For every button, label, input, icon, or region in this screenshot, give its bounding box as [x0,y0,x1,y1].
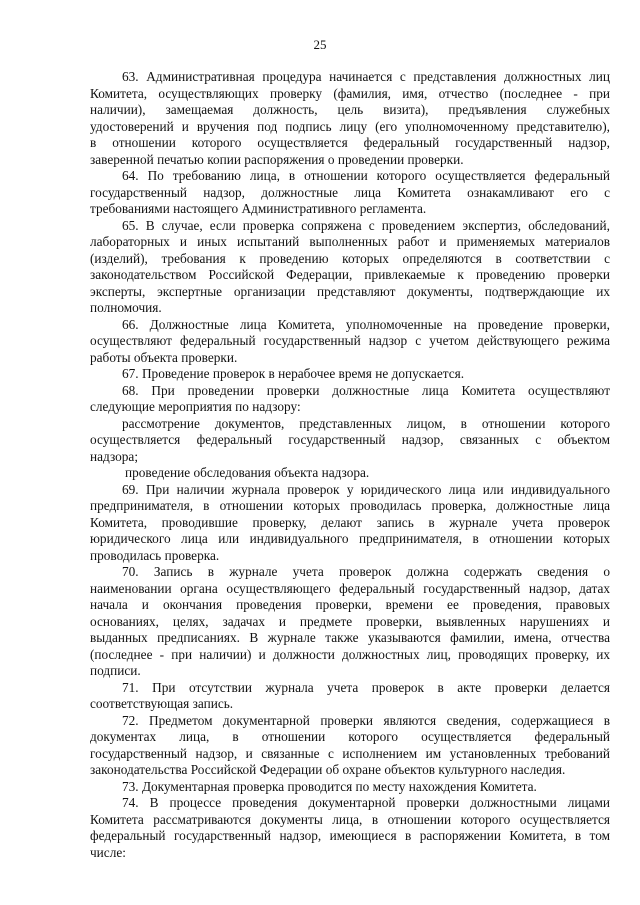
text-line: осуществляется федеральный государственный надзор, связанных с объектом [90,432,610,447]
text-line: (изделий), требования к проведению которых определяются в соответствии с [90,250,610,266]
text-line: 70. Запись в журнале учета проверок должна содержать сведения о [122,564,610,579]
text-line: 63. Административная процедура начинается с представления должностных лиц [122,69,610,84]
text-line: числе: [90,844,126,860]
page-number: 25 [313,37,327,52]
text-line: наименовании органа осуществляющего федеральный государственный надзор, датах [90,580,610,596]
text-line: проведение обследования объекта надзора. [125,465,370,480]
text-line: 74. В процессе проведения документарной проверки должностными лицами [122,795,610,810]
text-line: 68. При проведении проверки должностные лица Комитета осуществляют [122,382,610,398]
text-line: удостоверений и вручения под подпись лицу (его уполномоченному представителю), [90,118,610,134]
text-line: 69. При наличии журнала проверок у юридического лица или индивидуального [122,481,610,497]
text-line: 71. При отсутствии журнала учета проверок в акте проверки делается [122,679,610,695]
text-line: подписи. [90,663,141,678]
text-line: Комитета, проводившие проверку, делают запись в журнале учета проверок [90,514,610,530]
text-line: предпринимателя, в отношении которых проводилась проверка, должностные лица [90,498,610,513]
text-line: заверенной печатью копии распоряжения о проведении проверки. [90,151,464,167]
text-line: полномочия. [90,300,162,315]
text-line: законодательства Российской Федерации об охране объектов культурного наследия. [90,762,566,777]
text-line: требованиями настоящего Административного регламента. [90,201,427,216]
text-line: Комитета рассматриваются документы лица, в отношении которого осуществляется [90,811,610,827]
text-line: 65. В случае, если проверка сопряжена с проведением экспертиз, обследований, [122,217,610,233]
text-line: Комитета, осуществляющих проверку (фамилия, имя, отчество (последнее - при [90,85,610,101]
text-line: 64. По требованию лица, в отношении которого осуществляется федеральный [122,168,610,183]
text-line: рассмотрение документов, представленных лицом, в отношении которого [122,415,610,431]
text-line: 66. Должностные лица Комитета, уполномоченные на проведение проверки, [122,316,610,332]
text-line: в отношении которого осуществляется федеральный государственный надзор, [90,135,610,150]
text-line: государственный надзор, и связанные с исполнением им установленных требований [90,745,610,761]
text-line: осуществляют федеральный государственный надзор с учетом действующего режима [90,333,610,348]
text-line: выданных предписаниях. В журнале также указываются фамилии, имена, отчества [90,630,610,645]
text-line: надзора; [90,448,139,464]
text-line: соответствующая запись. [90,696,234,711]
text-line: документах лица, в отношении которого осуществляется федеральный [90,729,610,744]
text-line: проводилась проверка. [90,547,220,563]
text-line: законодательством Российской Федерации, привлекаемые к проведению проверки [90,267,610,282]
text-line: работы объекта проверки. [90,349,238,365]
text-line: 73. Документарная проверка проводится по месту нахождения Комитета. [122,778,537,794]
text-line: эксперты, экспертные организации представляют документы, подтверждающие их [90,283,610,299]
text-line: наличии), замещаемая должность, цель визита), предъявления служебных [90,102,610,117]
text-line: юридического лица или индивидуального предпринимателя, в отношении которых [90,531,610,546]
text-line: начала и окончания проведения проверки, времени ее проведения, правовых [90,597,610,612]
text-line: лабораторных и иных испытаний выполненных работ и применяемых материалов [90,234,610,249]
text-line: основаниях, целях, задачах и предмете проверки, выявленных нарушениях и [90,613,610,629]
text-line: государственный надзор, должностные лица Комитета ознакамливают его с [90,184,610,200]
text-line: следующие мероприятия по надзору: [90,399,301,414]
text-line: 67. Проведение проверок в нерабочее время не допускается. [122,366,465,381]
text-line: (последнее - при наличии) и должности должностных лиц, проводящих проверку, их [90,646,610,662]
text-line: 72. Предметом документарной проверки являются сведения, содержащиеся в [122,712,610,728]
text-line: федеральный государственный надзор, имеющиеся в распоряжении Комитета, в том [90,828,610,843]
